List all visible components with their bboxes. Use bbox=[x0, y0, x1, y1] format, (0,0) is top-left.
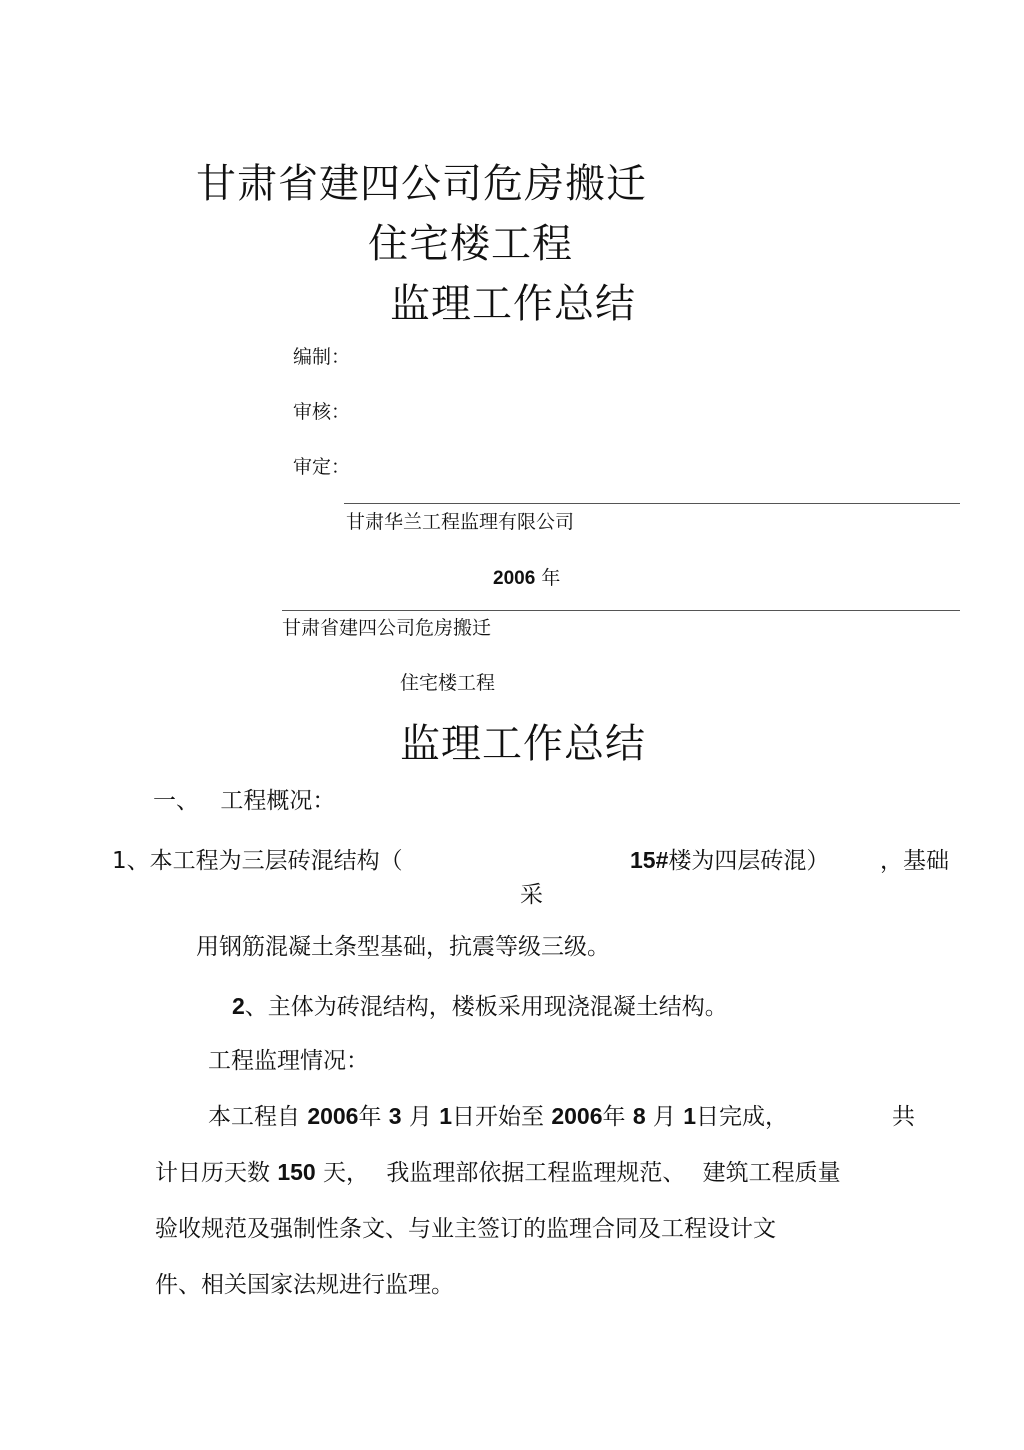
line2-text-d: 建筑工程质量 bbox=[702, 1160, 841, 1186]
p-end-day: 1 bbox=[683, 1103, 697, 1129]
p-text-d: 日开始至 bbox=[452, 1104, 545, 1130]
section1-heading-number: 一、 bbox=[153, 788, 199, 814]
second-title-line1: 甘肃省建四公司危房搬迁 bbox=[282, 617, 492, 639]
item2-number: 2 bbox=[232, 993, 245, 1019]
p-text-e: 年 bbox=[602, 1104, 626, 1130]
item1-part-d: 采 bbox=[520, 882, 543, 908]
supervision-paragraph-line1 bbox=[208, 1098, 788, 1131]
p-text-g: 日完成， bbox=[696, 1104, 789, 1130]
divider-line-1 bbox=[344, 503, 960, 504]
cover-year-number: 2006 bbox=[493, 568, 536, 589]
label-review: 审核： bbox=[293, 401, 351, 423]
item1-line2: 用钢筋混凝土条型基础，抗震等级三级。 bbox=[196, 934, 610, 960]
item1-part-b bbox=[630, 842, 829, 875]
p-end-year: 2006 bbox=[551, 1103, 603, 1129]
item1-building-number: 15# bbox=[630, 847, 669, 873]
item2 bbox=[232, 988, 728, 1021]
second-title-line2: 住宅楼工程 bbox=[400, 672, 496, 694]
item1-part-c: ，基础 bbox=[880, 848, 949, 874]
second-title-line3: 监理工作总结 bbox=[400, 721, 646, 767]
line2-text-a: 计日历天数 bbox=[155, 1160, 270, 1186]
p-text-c: 月 bbox=[408, 1104, 432, 1130]
p-text-a: 本工程自 bbox=[208, 1104, 300, 1130]
p-end-month: 8 bbox=[632, 1103, 646, 1129]
label-compile: 编制： bbox=[293, 346, 351, 368]
item1-part-a: 1、本工程为三层砖混结构（ bbox=[112, 848, 403, 874]
p-text-h: 共 bbox=[892, 1104, 915, 1130]
line2-days-count: 150 bbox=[277, 1159, 316, 1185]
p-text-b: 年 bbox=[358, 1104, 382, 1130]
company-name: 甘肃华兰工程监理有限公司 bbox=[346, 511, 575, 533]
divider-line-2 bbox=[282, 610, 960, 611]
p-text-f: 月 bbox=[652, 1104, 676, 1130]
supervision-paragraph-line3: 验收规范及强制性条文、与业主签订的监理合同及工程设计文 bbox=[155, 1216, 776, 1242]
section1-heading bbox=[153, 782, 335, 815]
cover-year-suffix: 年 bbox=[541, 567, 561, 589]
p-start-month: 3 bbox=[388, 1103, 402, 1129]
supervision-paragraph-line4: 件、相关国家法规进行监理。 bbox=[155, 1272, 454, 1298]
line2-text-b: 天， bbox=[323, 1160, 369, 1186]
cover-title-line2: 住宅楼工程 bbox=[368, 221, 573, 267]
cover-year bbox=[493, 563, 560, 590]
cover-title-line3: 监理工作总结 bbox=[390, 281, 636, 327]
p-start-year: 2006 bbox=[307, 1103, 359, 1129]
cover-title-line1: 甘肃省建四公司危房搬迁 bbox=[196, 161, 647, 207]
item1-building-text: 楼为四层砖混） bbox=[668, 848, 830, 874]
supervision-paragraph-line2 bbox=[155, 1154, 841, 1187]
p-start-day: 1 bbox=[439, 1103, 453, 1129]
section2-heading: 工程监理情况： bbox=[208, 1048, 369, 1074]
section1-heading-text: 工程概况： bbox=[220, 788, 336, 814]
label-approve: 审定： bbox=[293, 456, 351, 478]
item2-text: 、主体为砖混结构，楼板采用现浇混凝土结构。 bbox=[244, 994, 728, 1020]
line2-text-c: 我监理部依据工程监理规范、 bbox=[386, 1160, 686, 1186]
